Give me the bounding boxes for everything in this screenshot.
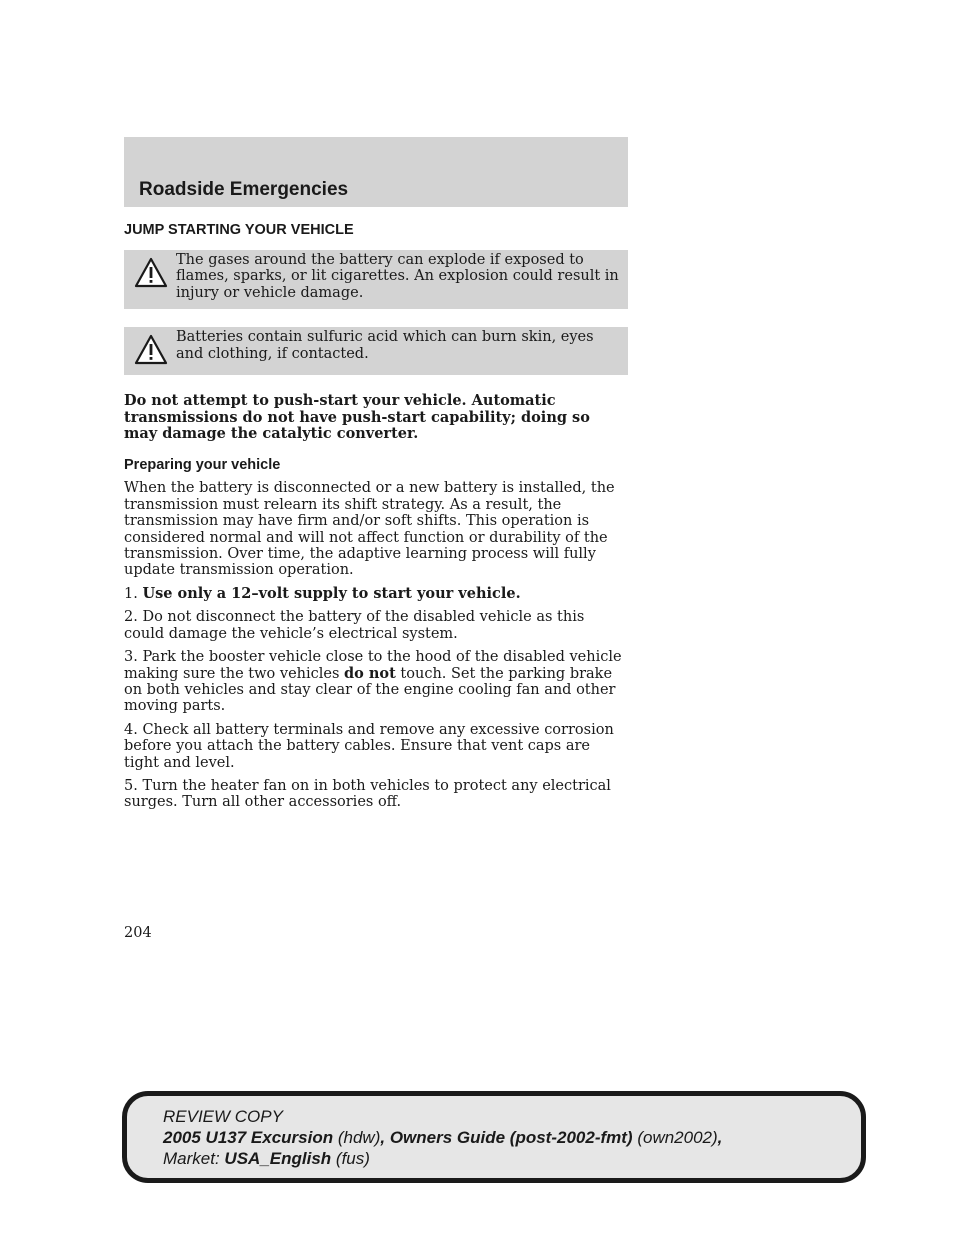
footer-comma: , (717, 1128, 723, 1147)
footer-guide-code: (own2002) (637, 1128, 718, 1147)
step-1-number: 1. (124, 585, 138, 602)
step-4: 4. Check all battery terminals and remove any excessive corrosion before you attach the battery cables. Ensure that vent caps are tight and level. (124, 721, 614, 771)
subheading: Preparing your vehicle (124, 457, 281, 474)
step-2: 2. Do not disconnect the battery of the disabled vehicle as this could damage the vehicle’s electrical system. (124, 609, 585, 642)
section-header-band (124, 137, 628, 207)
warning-box-acid (124, 327, 628, 375)
step-5: 5. Turn the heater fan on in both vehicles to protect any electrical surges. Turn all other accessories off. (124, 777, 611, 811)
section-heading: JUMP STARTING YOUR VEHICLE (124, 222, 354, 238)
step-1-text: Use only a 12–volt supply to start your vehicle. (142, 584, 521, 602)
section-title: Roadside Emergencies (139, 179, 349, 200)
footer-guide: Owners Guide (post-2002-fmt) (389, 1128, 633, 1147)
review-copy-label: REVIEW COPY (163, 1107, 283, 1126)
step-3 (124, 649, 628, 715)
step-1 (124, 586, 628, 602)
footer-text (163, 1106, 722, 1169)
footer-comma: , (380, 1128, 386, 1147)
footer-market: USA_English (224, 1149, 332, 1168)
page-content (124, 221, 628, 818)
footer-model: 2005 U137 Excursion (163, 1128, 334, 1147)
warning-text: Batteries contain sulfuric acid which can burn skin, eyes and clothing, if contacted. (176, 329, 594, 362)
footer-model-code: (hdw) (337, 1128, 381, 1147)
warning-triangle-icon (134, 256, 168, 290)
footer-line-3 (163, 1148, 722, 1169)
footer-market-code: (fus) (335, 1149, 370, 1168)
page-number: 204 (124, 925, 152, 941)
intro-paragraph: When the battery is disconnected or a new battery is installed, the transmission must relearn its shift strategy. As a result, the transmission may have firm and/or soft shifts. This operation is considered normal and will not affect function or durability of the transmission. Over time, the adaptive learning process will fully update transmission operation. (124, 480, 615, 579)
review-copy-footer (122, 1091, 866, 1183)
footer-market-label: Market: (163, 1149, 220, 1168)
step-3-text-a: 3. Park the booster vehicle close to the hood of the disabled vehicle making sure the two vehicles (124, 649, 622, 682)
step-3-emphasis: do not (344, 664, 396, 682)
warning-text: The gases around the battery can explode if exposed to flames, sparks, or lit cigarettes. An explosion could result in injury or vehicle damage. (176, 252, 619, 301)
step-3-text-b: touch. Set the parking brake on both vehicles and stay clear of the engine cooling fan and other moving parts. (124, 665, 616, 715)
warning-box-explosion (124, 250, 628, 309)
push-start-notice: Do not attempt to push-start your vehicle. Automatic transmissions do not have push-start capability; doing so may damage the catalytic converter. (124, 392, 590, 443)
footer-line-2 (163, 1127, 722, 1148)
warning-triangle-icon (134, 333, 168, 367)
